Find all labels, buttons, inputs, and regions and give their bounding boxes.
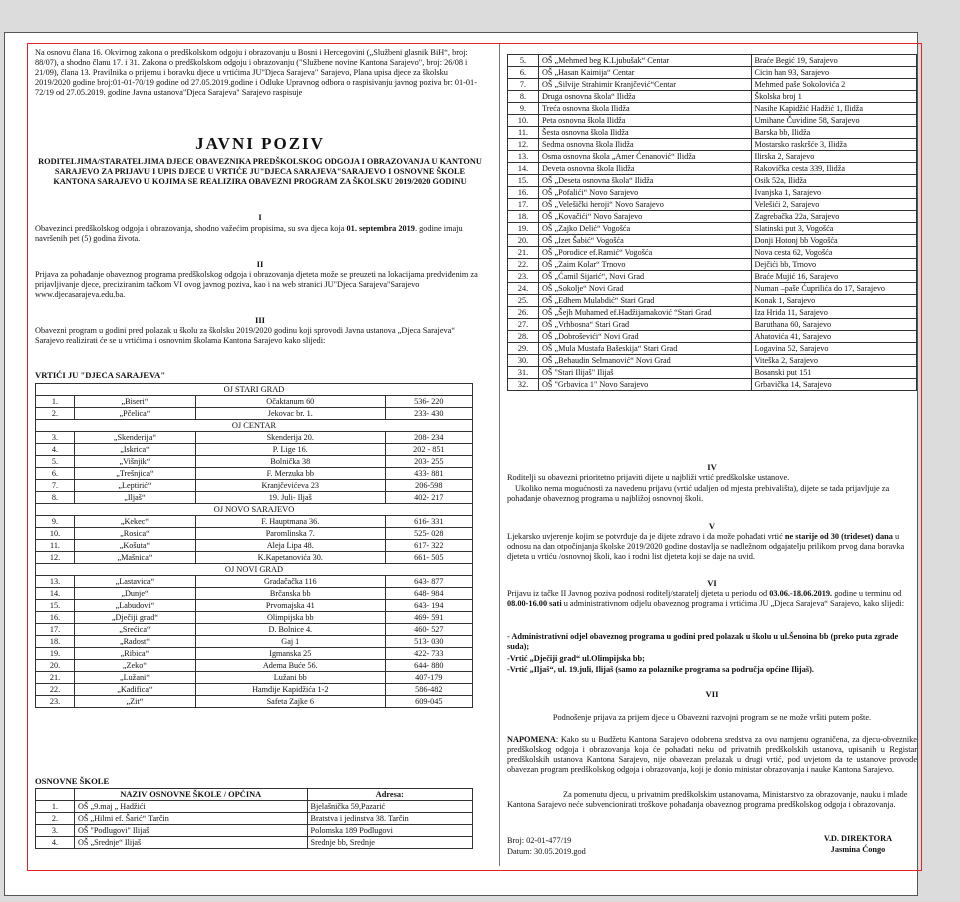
row-number: 10. [508,115,539,127]
kindergarten-phone: 206-598 [385,480,472,492]
table-row [36,408,473,420]
kindergarten-phone: 402- 217 [385,492,472,504]
kindergarten-address: F. Hauptmana 36. [195,516,385,528]
row-number: 24. [508,283,539,295]
kindergarten-phone: 661- 505 [385,552,472,564]
vrtici-table [35,383,473,708]
datum: Datum: 30.05.2019.god [507,847,586,856]
table-row [508,91,917,103]
row-number: 4. [36,837,75,849]
school-name: OŠ „Mehmed beg K.Ljubušak“ Centar [539,55,752,67]
kindergarten-phone: 233- 430 [385,408,472,420]
row-number: 12. [508,139,539,151]
section-v-text: Ljekarsko uvjerenje kojim se potvrđuje da je dijete zdravo i da može pohađati vrtić ne starije od 30 (trideset) dana u odnosu na dan otpočinjanja školske 2019/2020 godine dostavlja se nadležnom odgajatelju prilikom prvog dana boravka djeteta u vrtiću /osnovnoj školi, kao i rodni list djeteta koji se daje na uvid. [507,532,905,561]
school-address: Konak 1, Sarajevo [751,295,916,307]
school-name: OŠ "Podlugovi" Ilijaš [75,825,308,837]
table-row [508,367,917,379]
section-ii-text: Prijava za pohađanje obaveznog programa predškolskog odgoja i obrazovanja djeteta može se preuzeti na lokacijama predviđenim za prijavljivanje djece, preciziranim tačkom VI ovog javnog poziva, kao i na web stranici JU"Djeca Sarajeva"Sarajevo www.djecasarajeva.edu.ba. [35,270,478,299]
row-number: 5. [508,55,539,67]
kindergarten-name: „Kadifica“ [75,684,196,696]
table-row [36,696,473,708]
school-name: OŠ „9.maj „ Hadžići [75,801,308,813]
kindergarten-phone: 536- 220 [385,396,472,408]
school-address: Cicin han 93, Sarajevo [751,67,916,79]
school-name: OŠ „Mula Mustafa Bašeskija“ Stari Grad [539,343,752,355]
row-number: 28. [508,331,539,343]
school-address: Dejčići bb, Trnovo [751,259,916,271]
kindergarten-address: Hamdije Kapidžića 1-2 [195,684,385,696]
row-number: 22. [508,259,539,271]
column-divider [499,44,500,866]
kindergarten-name: „Trešnjica“ [75,468,196,480]
section-vii-heading: VII [705,689,719,699]
section-v-heading: V [708,521,716,531]
table-row [36,576,473,588]
school-name: Peta osnovna škola Ilidža [539,115,752,127]
school-name: OŠ „Vrhbosna“ Stari Grad [539,319,752,331]
section-iii-text: Obavezni program u godini pred polazak u školu za školsku 2019/2020 godinu koji sprovodi Javna ustanova „Djeca Sarajeva“ Sarajevo realizirati će se u vrtićima i osnovnim školama Kantona Sarajevo kako slijedi: [35,326,456,345]
table-row [36,636,473,648]
section-ii-heading: II [256,259,264,269]
row-number: 7. [36,480,75,492]
school-name: OŠ „Hasan Kaimija“ Centar [539,67,752,79]
row-number: 3. [36,432,75,444]
school-address: Baruthana 60, Sarajevo [751,319,916,331]
kindergarten-phone: 202 - 851 [385,444,472,456]
napomena-text: NAPOMENA: Kako su u Budžetu Kantona Sarajevo odobrena sredstva za ovu namjenu ograničena, za djecu-obveznike predškolskog odgoja i obrazovanja koja će pohađati neku od privatnih predškolskih ustanova, upisanih u Registar predškolskih ustanova Kantona Sarajevo, nije obavezan prelazak u drugi vrtić, pod uvjetom da te ustanove provode obavezan program predškolskog odgoja i obrazovanja, koji je donio ministar obrazovanja i nauke Kantona Sarajevo. [507,735,917,774]
kindergarten-name: „Iljaš“ [75,492,196,504]
section-vii-text: Podnošenje prijava za prijem djece u Obavezni razvojni program se ne može vršiti putem pošte. [552,713,872,722]
kindergarten-address: Adema Buće 56. [195,660,385,672]
school-address: Slatinski put 3, Vogošća [751,223,916,235]
school-name: OŠ „Hilmi ef. Šarić“ Tarčin [75,813,308,825]
school-name: OŠ "Stari Ilijaš" Ilijaš [539,367,752,379]
row-number: 18. [36,636,75,648]
table-row [508,211,917,223]
row-number: 7. [508,79,539,91]
table-row [508,247,917,259]
table-row [36,552,473,564]
kindergarten-phone: 460- 527 [385,624,472,636]
kindergarten-address: P. Lige 16. [195,444,385,456]
school-address: Braće Mujić 16, Sarajevo [751,271,916,283]
table-row [508,151,917,163]
table-row [36,660,473,672]
kindergarten-name: „Skenderija“ [75,432,196,444]
school-address: Numan –paše Ćuprilića do 17, Sarajevo [751,283,916,295]
school-name: OŠ „Zajko Delić“ Vogošća [539,223,752,235]
kindergarten-phone: 208- 234 [385,432,472,444]
table-row [508,163,917,175]
kindergarten-phone: 586-482 [385,684,472,696]
kindergarten-phone: 422- 733 [385,648,472,660]
row-number: 17. [36,624,75,636]
signature-title: V.D. DIREKTORA [823,834,893,843]
row-number: 30. [508,355,539,367]
table-header-row [36,789,473,801]
row-number: 13. [36,576,75,588]
school-address: Ahatovića 41, Sarajevo [751,331,916,343]
kindergarten-name: „Lužani“ [75,672,196,684]
table-row [508,55,917,67]
table-row [36,612,473,624]
table-row [36,468,473,480]
skole-table-right [507,54,917,391]
section-i-heading: I [258,212,262,222]
kindergarten-address: F. Merzuka bb [195,468,385,480]
section-vi-heading: VI [707,578,717,588]
notice-frame [27,43,922,871]
row-number: 19. [36,648,75,660]
school-address: Logavina 52, Sarajevo [751,343,916,355]
kindergarten-address: 19. Juli- Iljaš [195,492,385,504]
school-name: OŠ "Grbavica 1" Novo Sarajevo [539,379,752,391]
school-name: Druga osnovna škola“ Ilidža [539,91,752,103]
page-title: JAVNI POZIV [195,134,325,153]
table-row [36,444,473,456]
kindergarten-address: Gaj 1 [195,636,385,648]
school-address: Velešići 2, Sarajevo [751,199,916,211]
school-name: OŠ „Kovačići“ Novo Sarajevo [539,211,752,223]
header-num [36,789,75,801]
table-row [508,139,917,151]
location-3: -Vrtić „Iljaš“, ul. 19.juli, Ilijaš (samo za polaznike programa sa područja općine Ilijaš). [507,665,814,674]
table-row [36,684,473,696]
school-name: OŠ „Deseta osnovna škola“ Ilidža [539,175,752,187]
kindergarten-name: „Labudovi“ [75,600,196,612]
table-row [508,127,917,139]
school-name: Deveta osnovna škola Ilidža [539,163,752,175]
table-row [36,492,473,504]
school-address: Rakovička cesta 339, Ilidža [751,163,916,175]
school-address: Zagrebačka 22a, Sarajevo [751,211,916,223]
table-row [36,600,473,612]
table-row [36,588,473,600]
kindergarten-address: Bolnička 38 [195,456,385,468]
school-address: Srednje bb, Srednje [307,837,472,849]
row-number: 11. [36,540,75,552]
row-number: 14. [36,588,75,600]
table-row [508,331,917,343]
school-address: Polomska 189 Podlugovi [307,825,472,837]
group-row [36,564,473,576]
row-number: 9. [36,516,75,528]
kindergarten-phone: 616- 331 [385,516,472,528]
row-number: 1. [36,801,75,813]
school-address: Barska bb, Ilidža [751,127,916,139]
group-label: OJ NOVO SARAJEVO [36,504,473,516]
table-row [508,271,917,283]
row-number: 8. [508,91,539,103]
row-number: 8. [36,492,75,504]
kindergarten-name: „Biseri“ [75,396,196,408]
row-number: 6. [36,468,75,480]
kindergarten-name: „Radost“ [75,636,196,648]
kindergarten-name: „Košuta“ [75,540,196,552]
broj: Broj: 02-01-477/19 [507,836,572,845]
kindergarten-phone: 648- 984 [385,588,472,600]
school-name: OŠ „Velešički heroji“ Novo Sarajevo [539,199,752,211]
kindergarten-name: „Leptirić“ [75,480,196,492]
table-row [36,801,473,813]
table-row [508,103,917,115]
kindergarten-address: Jekovac br. 1. [195,408,385,420]
kindergarten-phone: 643- 877 [385,576,472,588]
group-row [36,504,473,516]
kindergarten-name: „Pčelica“ [75,408,196,420]
school-name: OŠ „Pofalići“ Novo Sarajevo [539,187,752,199]
row-number: 3. [36,825,75,837]
kindergarten-address: Safeta Zajke 6 [195,696,385,708]
school-address: Donji Hotonj bb Vogošća [751,235,916,247]
row-number: 22. [36,684,75,696]
row-number: 4. [36,444,75,456]
row-number: 21. [36,672,75,684]
header-address: Adresa: [307,789,472,801]
school-name: OŠ „Zaim Kolar“ Trnovo [539,259,752,271]
school-address: Braće Begić 19, Sarajevo [751,55,916,67]
group-label: OJ CENTAR [36,420,473,432]
school-address: Bjelašnička 59,Pazarić [307,801,472,813]
school-address: Bosanski put 151 [751,367,916,379]
kindergarten-address: Lužani bb [195,672,385,684]
table-row [508,79,917,91]
table-row [36,456,473,468]
kindergarten-name: „Kekec“ [75,516,196,528]
table-row [36,528,473,540]
table-row [508,283,917,295]
group-label: OJ NOVI GRAD [36,564,473,576]
row-number: 31. [508,367,539,379]
section-vi-text: Prijavu iz tačke II Javnog poziva podnosi roditelj/staratelj djeteta u periodu od 03.06.-18.06.2019. godine u terminu od 08.00-16.00 sati u administrativnom odjelu obaveznog programa i vrtićima JU „Djeca Sarajeva“ Sarajevo, kako slijedi: [507,589,904,608]
table-row [508,67,917,79]
table-row [508,259,917,271]
row-number: 5. [36,456,75,468]
row-number: 12. [36,552,75,564]
kindergarten-address: Kranjčevićeva 23 [195,480,385,492]
section-i-text: Obavezinci predškolskog odgoja i obrazovanja, shodno važećim propisima, su sva djeca koja 01. septembra 2019. godine imaju navršenih pet (5) godina života. [35,224,463,243]
row-number: 19. [508,223,539,235]
row-number: 9. [508,103,539,115]
kindergarten-name: „Iskrica“ [75,444,196,456]
table-row [36,837,473,849]
table-row [508,187,917,199]
kindergarten-address: Očaktanum 60 [195,396,385,408]
location-1: - Administrativni odjel obaveznog programa u godini pred polazak u školu u ul.Šenoina bb (preko puta zgrade suda); [507,632,899,651]
row-number: 1. [36,396,75,408]
kindergarten-phone: 525- 028 [385,528,472,540]
table-row [36,516,473,528]
table-row [36,624,473,636]
kindergarten-phone: 644- 880 [385,660,472,672]
table-row [36,825,473,837]
intro-paragraph: Na osnovu člana 16. Okvirnog zakona o predškolskom odgoju i obrazovanju u Bosni i Hercegovini („Službeni glasnik BiH“, broj: 88/07), a shodno članu 17. i 31. Zakona o predškolskom odgoju i obrazovanju ("Službene novine Kantona Sarajevo", broj: 26/08 i 21/09), člana 13. Pravilnika o prijemu i boravku djece u vrtićima JU"Djeca Sarajeva" Sarajevo, Plana upisa djece za školsku 2019/2020 godine broj:01-01-70/19 godine od 27.05.2019.godine i Odluke Upravnog odbora o raspisivanju javnog poziva br: 01-01-72/19 od 27.05.2019. godine Javna ustanova"Djeca Sarajeva" Sarajevo raspisuje [35,48,477,97]
school-address: Nova cesta 62, Vogošća [751,247,916,259]
school-name: OŠ „Izet Šabić“ Vogošća [539,235,752,247]
row-number: 16. [36,612,75,624]
kindergarten-phone: 433- 881 [385,468,472,480]
row-number: 23. [36,696,75,708]
school-name: Šesta osnovna škola Ilidža [539,127,752,139]
section-iv-heading: IV [707,462,717,472]
school-address: Nasihe Kapidžić Hadžić 1, Ilidža [751,103,916,115]
header-school-name: NAZIV OSNOVNE ŠKOLE / OPĆINA [75,789,308,801]
row-number: 2. [36,408,75,420]
school-name: OŠ „Sokolje“ Novi Grad [539,283,752,295]
school-name: OŠ „Dobroševići“ Novi Grad [539,331,752,343]
skole-heading: OSNOVNE ŠKOLE [35,776,110,786]
kindergarten-address: Brčanska bb [195,588,385,600]
kindergarten-phone: 513- 030 [385,636,472,648]
row-number: 25. [508,295,539,307]
kindergarten-phone: 609-045 [385,696,472,708]
napomena-text-2: Za pomenutu djecu, u privatnim predškolskim ustanovama, Ministarstvo za obrazovanje, nauku i mlade Kantona Sarajevo neće subvencionirati troškove pohađanja obaveznog programa predškolskog odgoja i obrazovanja. [507,790,908,809]
kindergarten-address: Prvomajska 41 [195,600,385,612]
school-name: Sedma osnovna škola Ilidža [539,139,752,151]
table-row [36,396,473,408]
table-row [508,319,917,331]
kindergarten-name: „Lastavica“ [75,576,196,588]
table-row [36,672,473,684]
row-number: 18. [508,211,539,223]
row-number: 16. [508,187,539,199]
school-name: Osma osnovna škola „Amer Ćenanović“ Ilidža [539,151,752,163]
school-address: Viteška 2, Sarajevo [751,355,916,367]
school-address: Grbavička 14, Sarajevo [751,379,916,391]
row-number: 29. [508,343,539,355]
row-number: 13. [508,151,539,163]
signature-name: Jasmina Ćongo [830,845,886,854]
kindergarten-phone: 643- 194 [385,600,472,612]
school-name: OŠ „Ćamil Sijarić“, Novi Grad [539,271,752,283]
kindergarten-name: „Višnjik“ [75,456,196,468]
table-row [508,175,917,187]
group-row [36,384,473,396]
school-address: Školska broj 1 [751,91,916,103]
section-iv-text-b: Ukoliko nema mogućnosti za navedenu prijavu (vrtić udaljen od mjesta prebivališta), dijete se tada prijavljuje za pohađanje obaveznog programa u najbližoj osnovnoj školi. [507,484,890,503]
row-number: 23. [508,271,539,283]
table-row [508,307,917,319]
school-name: Treća osnovna škola Ilidža [539,103,752,115]
group-label: OJ STARI GRAD [36,384,473,396]
school-address: Osik 52a, Ilidža [751,175,916,187]
school-name: OŠ „Silvije Strahimir Kranjčević“Centar [539,79,752,91]
kindergarten-name: „Ribica“ [75,648,196,660]
row-number: 21. [508,247,539,259]
table-row [36,480,473,492]
school-address: Umihane Čuvidine 58, Sarajevo [751,115,916,127]
location-2: -Vrtić „Dječiji grad“ ul.Olimpijska bb; [507,654,645,663]
kindergarten-phone: 617- 322 [385,540,472,552]
skole-table-left [35,788,473,849]
school-address: Mostarsko raskršće 3, Ilidža [751,139,916,151]
school-name: OŠ „Porodice ef.Ramić“ Vogošća [539,247,752,259]
kindergarten-name: „Rosica“ [75,528,196,540]
row-number: 15. [508,175,539,187]
kindergarten-name: „Zeko“ [75,660,196,672]
table-row [508,115,917,127]
table-row [508,235,917,247]
kindergarten-address: Gradačačka 116 [195,576,385,588]
row-number: 20. [36,660,75,672]
row-number: 11. [508,127,539,139]
school-name: OŠ „Behaudin Selmanović“ Novi Grad [539,355,752,367]
row-number: 2. [36,813,75,825]
school-address: Ivanjska 1, Sarajevo [751,187,916,199]
row-number: 17. [508,199,539,211]
table-row [508,295,917,307]
kindergarten-address: Igmanska 25 [195,648,385,660]
vrtici-heading: VRTIĆI JU "DJECA SARAJEVA" [35,370,166,380]
row-number: 6. [508,67,539,79]
kindergarten-address: Skenderija 20. [195,432,385,444]
row-number: 15. [36,600,75,612]
kindergarten-name: „Zit“ [75,696,196,708]
kindergarten-name: „Srećica“ [75,624,196,636]
kindergarten-phone: 203- 255 [385,456,472,468]
subtitle: RODITELJIMA/STARATELJIMA DJECE OBAVEZNIKA PREDŠKOLSKOG ODGOJA I OBRAZOVANJA U KANTONU SARAJEVO ZA PRIJAVU I UPIS DJECE U VRTIĆE JU"DJECA SARAJEVA"SARAJEVO I OSNOVNE ŠKOLE KANTONA SARAJEVO U KOJIMA SE REALIZIRA OBAVEZNI PROGRAM ZA ŠKOLSKU 2019/2020 GODINU [38,157,482,186]
table-row [508,379,917,391]
table-row [508,355,917,367]
table-row [508,343,917,355]
school-address: Ilirska 2, Sarajevo [751,151,916,163]
kindergarten-address: K.Kapetanovića 30. [195,552,385,564]
row-number: 26. [508,307,539,319]
row-number: 20. [508,235,539,247]
section-iv-text-a: Roditelji su obavezni prioritetno prijaviti dijete u najbliži vrtić predškolske ustanove. [507,473,790,482]
row-number: 10. [36,528,75,540]
school-name: OŠ „Edhem Mulabdić“ Stari Grad [539,295,752,307]
row-number: 32. [508,379,539,391]
kindergarten-name: „Dječiji grad“ [75,612,196,624]
table-row [36,540,473,552]
school-address: Bratstva i jedinstva 38. Tarčin [307,813,472,825]
table-row [508,223,917,235]
kindergarten-address: D. Bolnice 4. [195,624,385,636]
kindergarten-phone: 407-179 [385,672,472,684]
kindergarten-address: Aleja Lipa 48. [195,540,385,552]
school-name: OŠ „Šejh Muhamed ef.Hadžijamaković “Stari Grad [539,307,752,319]
row-number: 27. [508,319,539,331]
kindergarten-phone: 469- 591 [385,612,472,624]
table-row [36,813,473,825]
kindergarten-address: Olimpijska bb [195,612,385,624]
table-row [508,199,917,211]
row-number: 14. [508,163,539,175]
kindergarten-address: Paromlinska 7. [195,528,385,540]
group-row [36,420,473,432]
section-iii-heading: III [254,315,266,325]
table-row [36,432,473,444]
school-name: OŠ „Srednje“ Ilijaš [75,837,308,849]
kindergarten-name: „Dunje“ [75,588,196,600]
school-address: Mehmed paše Sokolovića 2 [751,79,916,91]
table-row [36,648,473,660]
school-address: Iza Hrida 11, Sarajevo [751,307,916,319]
kindergarten-name: „Mašnica“ [75,552,196,564]
